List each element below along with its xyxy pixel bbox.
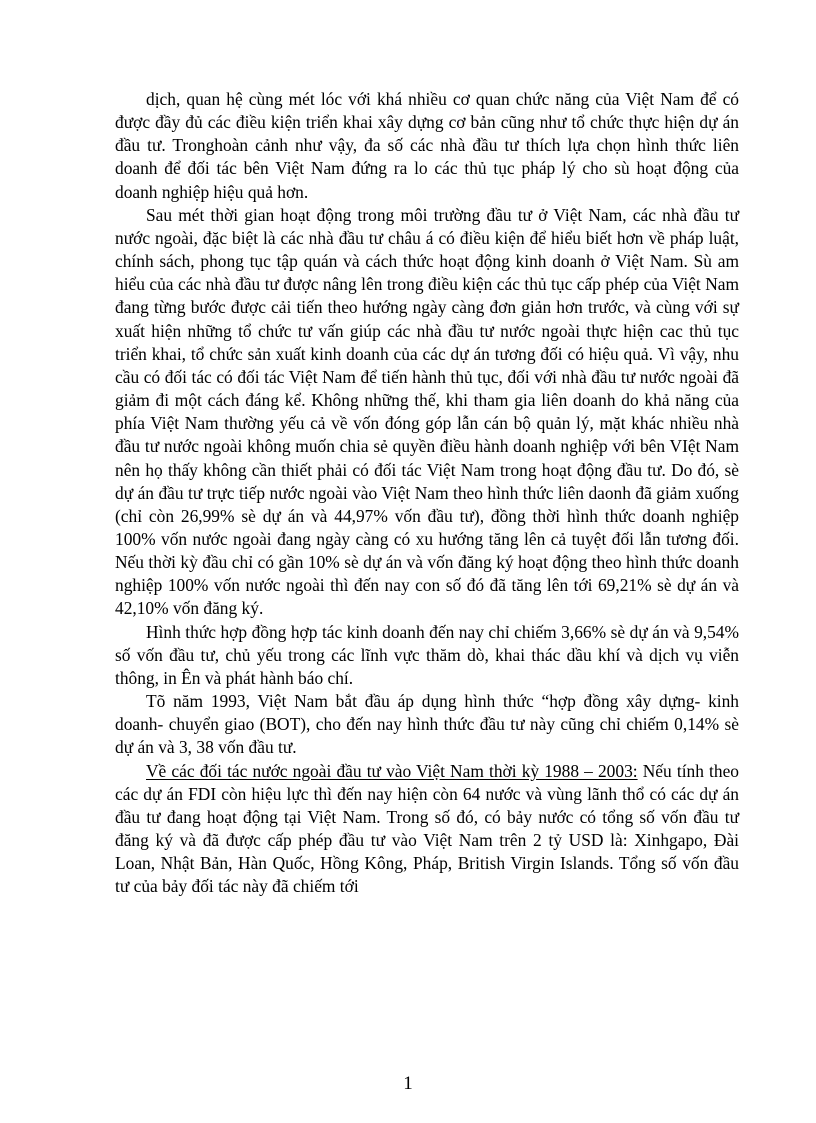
- paragraph-5: [115, 760, 739, 899]
- paragraph-1: dịch, quan hệ cùng mét lóc với khá nhiều cơ quan chức năng của Việt Nam để có được đầy đủ các điều kiện triển khai xây dựng cơ bản cũng như tổ chức thực hiện dự án đầu tư. Tronghoàn cảnh như vậy, đa số các nhà đầu tư thích lựa chọn hình thức liên doanh để đối tác bên Việt Nam đứng ra lo các thủ tục pháp lý cho sù hoạt động của doanh nghiệp hiệu quả hơn.: [115, 89, 739, 202]
- paragraph-2: Sau mét thời gian hoạt động trong môi trường đầu tư ở Việt Nam, các nhà đầu tư nước ngoài, đặc biệt là các nhà đầu tư châu á có điều kiện để hiểu biết hơn về pháp luật, chính sách, phong tục tập quán và cách thức hoạt động kinh doanh ở Việt Nam. Sù am hiểu của các nhà đầu tư được nâng lên trong điều kiện các thủ tục cấp phép của Việt Nam đang từng bước được cải tiến theo hướng ngày càng đơn giản hơn trước, và cùng với sự xuất hiện những tổ chức tư vấn giúp các nhà đầu tư nước ngoài thực hiện cac thủ tục triển khai, tổ chức sản xuất kinh doanh của các dự án tương đối có hiệu quả. Vì vậy, nhu cầu có đối tác có đối tác Việt Nam để tiến hành thủ tục, đối với nhà đầu tư nước ngoài đã giảm đi một cách đáng kể. Không những thế, khi tham gia liên doanh do khả năng của phía Việt Nam thường yếu cả về vốn đóng góp lẫn cán bộ quản lý, mặt khác nhiều nhà đầu tư nước ngoài không muốn chia sẻ quyền điều hành doanh nghiệp với bên VIệt Nam nên họ thấy không cần thiết phải có đối tác Việt Nam trong hoạt động đầu tư. Do đó, sè dự án đầu tư trực tiếp nước ngoài vào Việt Nam theo hình thức liên daonh đã giảm xuống (chỉ còn 26,99% sè dự án và 44,97% vốn đầu tư), đồng thời hình thức doanh nghiệp 100% vốn nước ngoài đang ngày càng có xu hướng tăng lên cả tuyệt đối lẫn tương đối. Nếu thời kỳ đầu chỉ có gần 10% sè dự án và vốn đăng ký hoạt động theo hình thức doanh nghiệp 100% vốn nước ngoài thì đến nay con số đó đã tăng lên tới 69,21% sè dự án và 42,10% vốn đăng ký.: [115, 204, 739, 619]
- paragraph-5-text: Nếu tính theo các dự án FDI còn hiệu lực thì đến nay hiện còn 64 nước và vùng lãnh thổ có các dự án đầu tư đang hoạt động tại Việt Nam. Trong số đó, có bảy nước có tổng số vốn đầu tư đăng ký và đã được cấp phép đầu tư vào Việt Nam trên 2 tỷ USD là: Xinhgapo, Đài Loan, Nhật Bản, Hàn Quốc, Hồng Kông, Pháp, British Virgin Islands. Tổng số vốn đầu tư của bảy đối tác này đã chiếm tới: [115, 760, 739, 897]
- section-heading-partners: Về các đối tác nước ngoài đầu tư vào Việt Nam thời kỳ 1988 – 2003:: [146, 760, 638, 781]
- document-body: [115, 88, 739, 898]
- page-number: 1: [403, 1073, 413, 1094]
- paragraph-3: Hình thức hợp đồng hợp tác kinh doanh đến nay chỉ chiếm 3,66% sè dự án và 9,54% số vốn đầu tư, chủ yếu trong các lĩnh vực thăm dò, khai thác dầu khí và dịch vụ viễn thông, in Ên và phát hành báo chí.: [115, 621, 739, 688]
- paragraph-4: Tõ năm 1993, Việt Nam bắt đầu áp dụng hình thức “hợp đồng xây dựng- kinh doanh- chuyển giao (BOT), cho đến nay hình thức đầu tư này cũng chỉ chiếm 0,14% sè dự án và 3, 38 vốn đầu tư.: [115, 691, 739, 758]
